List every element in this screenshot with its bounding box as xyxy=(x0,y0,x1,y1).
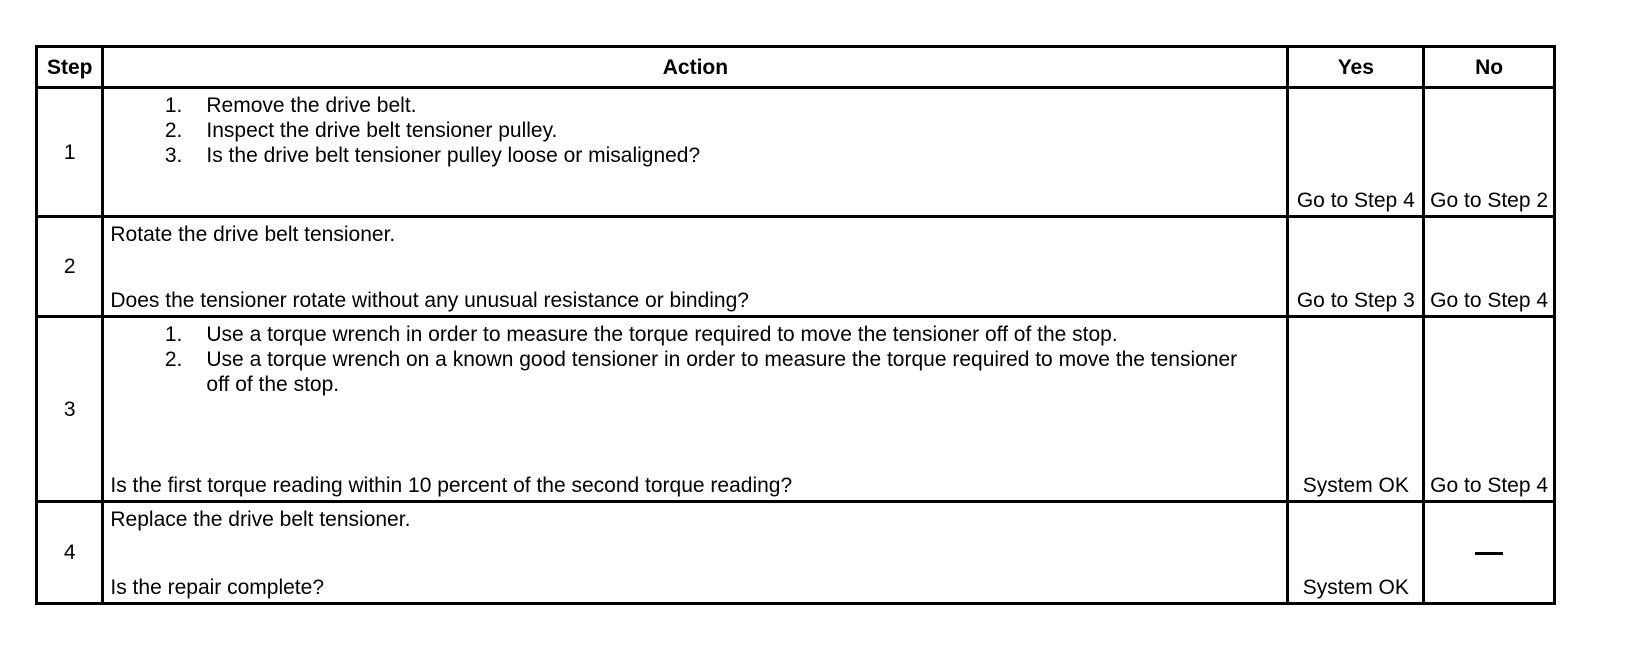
yes-result: System OK xyxy=(1288,502,1424,604)
step-number: 1 xyxy=(37,88,103,217)
action-instruction: Rotate the drive belt tensioner. xyxy=(110,223,396,246)
header-yes: Yes xyxy=(1288,47,1424,88)
table-row xyxy=(37,317,1555,502)
action-question: Does the tensioner rotate without any unusual resistance or binding? xyxy=(110,289,749,312)
header-row xyxy=(37,47,1555,88)
action-question: Is the first torque reading within 10 percent of the second torque reading? xyxy=(110,474,793,497)
header-step: Step xyxy=(37,47,103,88)
no-result: Go to Step 2 xyxy=(1424,88,1555,217)
yes-result: System OK xyxy=(1288,317,1424,502)
list-item-text: Is the drive belt tensioner pulley loose or misaligned? xyxy=(206,144,701,167)
action-question: Is the repair complete? xyxy=(110,576,324,599)
no-result: Go to Step 4 xyxy=(1424,317,1555,502)
list-item-text: Inspect the drive belt tensioner pulley. xyxy=(206,119,558,142)
action-instruction: Replace the drive belt tensioner. xyxy=(110,508,411,531)
action-cell xyxy=(103,317,1288,502)
header-no: No xyxy=(1424,47,1555,88)
step-number: 4 xyxy=(37,502,103,604)
table-row xyxy=(37,502,1555,604)
yes-result: Go to Step 3 xyxy=(1288,217,1424,317)
list-item-text: Use a torque wrench in order to measure the torque required to move the tensioner off of the stop. xyxy=(206,323,1118,346)
list-item-number: 2. xyxy=(164,119,183,142)
no-result xyxy=(1424,502,1555,604)
list-item xyxy=(110,93,1280,118)
action-list xyxy=(110,322,1280,397)
list-item xyxy=(110,143,1280,168)
list-item-number: 2. xyxy=(164,348,183,371)
diagnostic-table xyxy=(35,45,1556,605)
list-item xyxy=(110,322,1280,347)
list-item-text: Remove the drive belt. xyxy=(206,94,417,117)
list-item-number: 1. xyxy=(164,94,183,117)
action-cell xyxy=(103,502,1288,604)
step-number: 2 xyxy=(37,217,103,317)
table-row xyxy=(37,88,1555,217)
no-result: Go to Step 4 xyxy=(1424,217,1555,317)
list-item-text: Use a torque wrench on a known good tensioner in order to measure the torque required to move the tensioner off of the stop. xyxy=(206,348,1238,396)
em-dash-icon xyxy=(1475,552,1503,555)
action-cell xyxy=(103,88,1288,217)
action-content xyxy=(104,89,1286,215)
header-action: Action xyxy=(103,47,1288,88)
action-cell xyxy=(103,217,1288,317)
step-number: 3 xyxy=(37,317,103,502)
action-content xyxy=(104,503,1286,602)
list-item xyxy=(110,118,1280,143)
table-row xyxy=(37,217,1555,317)
action-content xyxy=(104,318,1286,500)
action-list xyxy=(110,93,1280,168)
list-item xyxy=(110,347,1280,397)
action-content xyxy=(104,218,1286,315)
list-item-number: 3. xyxy=(164,144,183,167)
yes-result: Go to Step 4 xyxy=(1288,88,1424,217)
list-item-number: 1. xyxy=(164,323,183,346)
